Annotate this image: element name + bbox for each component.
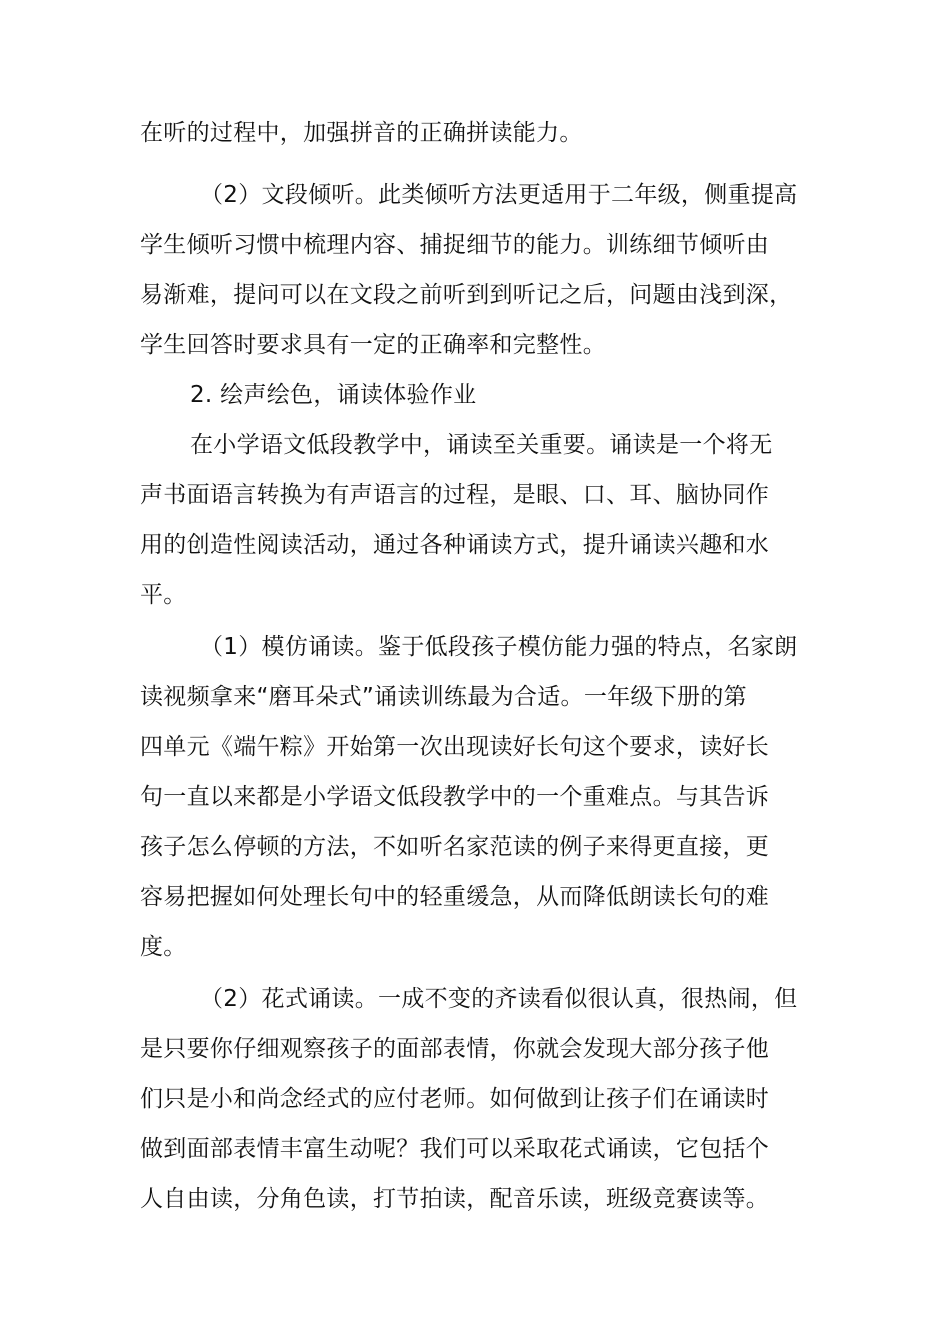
paragraph-line: 学生倾听习惯中梳理内容、捕捉细节的能力。训练细节倾听由 [140, 232, 770, 258]
paragraph-line: 易渐难，提问可以在文段之前听到到听记之后，问题由浅到深， [140, 282, 793, 308]
paragraph-line: 度。 [140, 934, 187, 960]
paragraph-line: 在小学语文低段教学中，诵读至关重要。诵读是一个将无 [190, 432, 773, 458]
paragraph-line: 平。 [140, 582, 187, 608]
paragraph-line: 容易把握如何处理长句中的轻重缓急，从而降低朗读长句的难 [140, 884, 770, 910]
paragraph-line: 用的创造性阅读活动，通过各种诵读方式，提升诵读兴趣和水 [140, 532, 770, 558]
paragraph-line: 做到面部表情丰富生动呢？我们可以采取花式诵读，它包括个 [140, 1136, 770, 1162]
paragraph-line: 是只要你仔细观察孩子的面部表情，你就会发现大部分孩子他 [140, 1036, 770, 1062]
paragraph-line: （2）花式诵读。一成不变的齐读看似很认真，很热闹，但 [200, 986, 798, 1012]
paragraph-line: （2）文段倾听。此类倾听方法更适用于二年级，侧重提高 [200, 182, 798, 208]
paragraph-line: 在听的过程中，加强拼音的正确拼读能力。 [140, 120, 583, 146]
paragraph-line: 读视频拿来“磨耳朵式”诵读训练最为合适。一年级下册的第 [140, 684, 747, 710]
paragraph-line: 孩子怎么停顿的方法，不如听名家范读的例子来得更直接，更 [140, 834, 770, 860]
section-heading: 2. 绘声绘色，诵读体验作业 [190, 382, 477, 408]
paragraph-line: 人自由读，分角色读，打节拍读，配音乐读，班级竞赛读等。 [140, 1186, 770, 1212]
paragraph-line: 学生回答时要求具有一定的正确率和完整性。 [140, 332, 606, 358]
paragraph-line: （1）模仿诵读。鉴于低段孩子模仿能力强的特点，名家朗 [200, 634, 798, 660]
paragraph-line: 句一直以来都是小学语文低段教学中的一个重难点。与其告诉 [140, 784, 770, 810]
paragraph-line: 声书面语言转换为有声语言的过程，是眼、口、耳、脑协同作 [140, 482, 770, 508]
paragraph-line: 四单元《端午粽》开始第一次出现读好长句这个要求，读好长 [140, 734, 770, 760]
paragraph-line: 们只是小和尚念经式的应付老师。如何做到让孩子们在诵读时 [140, 1086, 770, 1112]
